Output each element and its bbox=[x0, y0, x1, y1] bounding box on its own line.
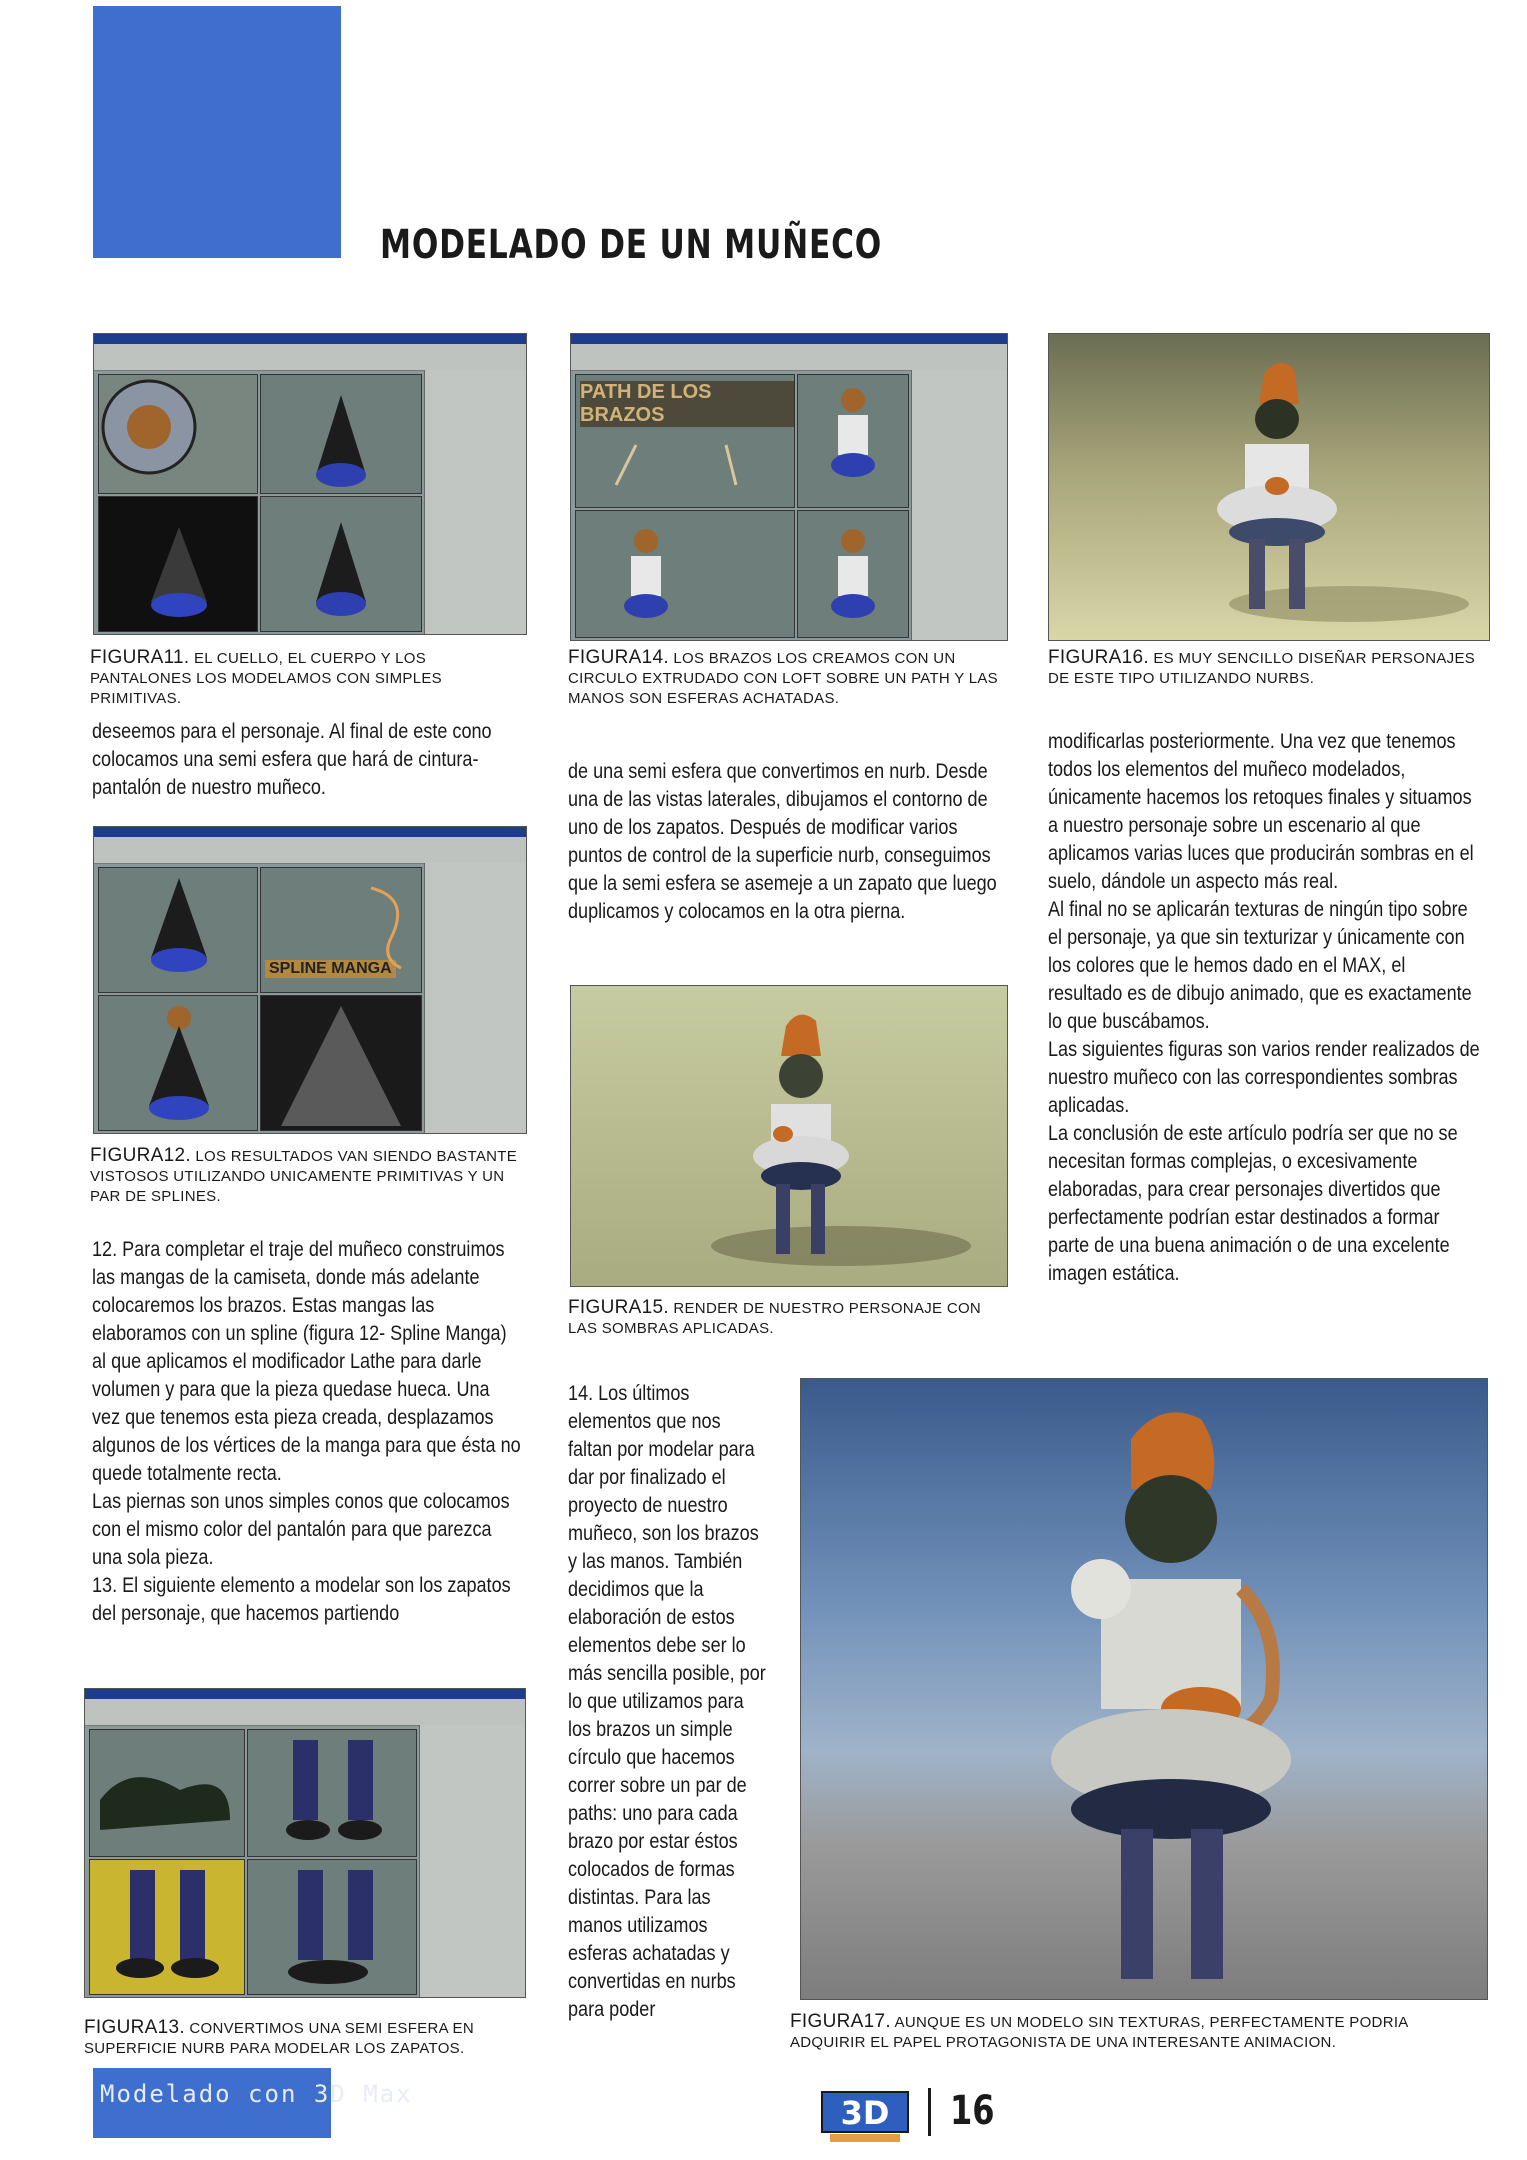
viewport-bottom-left bbox=[89, 1859, 245, 1995]
puppet-shape bbox=[99, 996, 257, 1130]
figure-16-image bbox=[1048, 333, 1490, 641]
character-render bbox=[801, 1379, 1487, 1999]
figure-15-image bbox=[570, 985, 1008, 1287]
legs-shape bbox=[248, 1860, 416, 1994]
character-render bbox=[571, 986, 1007, 1286]
cone-shape bbox=[261, 497, 421, 631]
figure-13-caption: FIGURA13. CONVERTIMOS UNA SEMI ESFERA EN SUPERFICIE NURB PARA MODELAR LOS ZAPATOS. bbox=[84, 2017, 474, 2057]
viewport-bottom-left bbox=[575, 510, 795, 638]
viewport-top-left bbox=[98, 374, 258, 494]
figure-11-caption: FIGURA11. EL CUELLO, EL CUERPO Y LOS PANTALONES LOS MODELAMOS CON SIMPLES PRIMITIVAS. bbox=[90, 647, 442, 707]
figure-14-image bbox=[570, 333, 1008, 641]
character-render bbox=[1049, 334, 1489, 640]
viewport-top-left bbox=[98, 867, 258, 993]
toolbar bbox=[571, 344, 1007, 371]
viewport-top-right bbox=[247, 1729, 417, 1857]
viewport-top-left bbox=[575, 374, 795, 508]
magazine-logo bbox=[820, 2088, 912, 2144]
puppet-shape bbox=[576, 511, 794, 637]
legs-shape bbox=[90, 1860, 244, 1994]
viewport-top-left bbox=[89, 1729, 245, 1857]
column-1-paragraph-b: 12. Para completar el traje del muñeco construimos las mangas de la camiseta, donde más adelante colocaremos los brazos. Estas mangas las elaboramos con un spline (figura 12- Spline Manga) al que aplicamos el modificador Lathe para darle volumen y para que la pieza quedase hueca. Una vez que tenemos esta pieza creada, desplazamos algunos de los vértices de la manga para que ésta no quede totalmente recta. Las piernas son unos simples conos que colocamos con el mismo color del pantalón para que parezca una sola pieza. 13. El siguiente elemento a modelar son los zapatos del personaje, que hacemos partiendo bbox=[92, 1238, 521, 1625]
figure-12-caption: FIGURA12. LOS RESULTADOS VAN SIENDO BASTANTE VISTOSOS UTILIZANDO UNICAMENTE PRIMITIVAS Y UN PAR DE SPLINES. bbox=[90, 1145, 518, 1205]
shoe-shape bbox=[90, 1730, 244, 1856]
viewport-bottom-left bbox=[98, 496, 258, 632]
column-3-text: modificarlas posteriormente. Una vez que tenemos todos los elementos del muñeco modelados, únicamente hacemos los retoques finales y situamos a nuestro personaje sobre un escenario al que aplicamos varias luces que producirán sombras en el suelo, dándole un aspecto más real. Al final no se aplicarán texturas de ningún tipo sobre el personaje, ya que sin texturizar y únicamente con los colores que le hemos dado en el MAX, el resultado es de dibujo animado, que es exactamente lo que buscábamos. Las siguientes figuras son varios render realizados de nuestro muñeco con las correspondientes sombras aplicadas. La conclusión de este artículo podría ser que no se necesitan formas complejas, o excesivamente elaboradas, para crear personajes divertidos que perfectamente podrían estar destinados a formar parte de una buena animación o de una excelente imagen estática. bbox=[1048, 730, 1480, 1285]
column-1-paragraph-a: deseemos para el personaje. Al final de este cono colocamos una semi esfera que hará de cintura-pantalón de nuestro muñeco. bbox=[92, 720, 492, 799]
figure-17-image bbox=[800, 1378, 1488, 2000]
cone-shape bbox=[261, 996, 421, 1130]
svg-text:3D: 3D bbox=[840, 2094, 890, 2132]
header-color-block bbox=[93, 6, 341, 258]
legs-shape bbox=[248, 1730, 416, 1856]
page-number: 16 bbox=[950, 2088, 995, 2134]
page-title: MODELADO DE UN MUÑECO bbox=[380, 222, 883, 268]
viewport-bottom-right bbox=[260, 995, 422, 1131]
viewport-bottom-right bbox=[260, 496, 422, 632]
window-titlebar bbox=[94, 827, 526, 837]
viewport-top-right bbox=[797, 374, 909, 508]
path-label: PATH DE LOS BRAZOS bbox=[580, 381, 794, 427]
figure-16-caption: FIGURA16. ES MUY SENCILLO DISEÑAR PERSONAJES DE ESTE TIPO UTILIZANDO NURBS. bbox=[1048, 647, 1476, 687]
command-panel bbox=[911, 370, 1008, 640]
viewport-bottom-left bbox=[98, 995, 258, 1131]
figure-15-caption: FIGURA15. RENDER DE NUESTRO PERSONAJE CON LAS SOMBRAS APLICADAS. bbox=[568, 1297, 982, 1337]
footer-section-label: Modelado con 3D Max bbox=[100, 2080, 413, 2108]
window-titlebar bbox=[85, 1689, 525, 1699]
figure-13-image bbox=[84, 1688, 526, 1998]
puppet-shape bbox=[798, 375, 908, 507]
spline-label: SPLINE MANGA bbox=[265, 960, 396, 978]
path-curves bbox=[576, 375, 794, 507]
puppet-shape bbox=[798, 511, 908, 637]
spline-curve bbox=[261, 868, 421, 992]
figure-12-image bbox=[93, 826, 527, 1134]
viewport-bottom-right bbox=[797, 510, 909, 638]
toolbar bbox=[85, 1699, 525, 1726]
figure-14-caption: FIGURA14. LOS BRAZOS LOS CREAMOS CON UN CIRCULO EXTRUDADO CON LOFT SOBRE UN PATH Y LAS MANOS SON ESFERAS ACHATADAS. bbox=[568, 647, 998, 707]
page-number-divider bbox=[928, 2088, 931, 2136]
cone-shape bbox=[261, 375, 421, 493]
magazine-logo-icon bbox=[820, 2088, 912, 2144]
window-titlebar bbox=[94, 334, 526, 344]
viewport-top-right bbox=[260, 867, 422, 993]
viewport-bottom-right bbox=[247, 1859, 417, 1995]
command-panel bbox=[424, 370, 527, 634]
command-panel bbox=[424, 863, 527, 1133]
cone-shape bbox=[99, 868, 257, 992]
toolbar bbox=[94, 344, 526, 371]
cone-shape bbox=[99, 497, 257, 631]
viewport-top-right bbox=[260, 374, 422, 494]
figure-11-image bbox=[93, 333, 527, 635]
disc-shape bbox=[99, 375, 257, 493]
column-2-paragraph-a: de una semi esfera que convertimos en nurb. Desde una de las vistas laterales, dibujamos el contorno de uno de los zapatos. Después de modificar varios puntos de control de la superficie nurb, conseguimos que la semi esfera se asemeje a un zapato que luego duplicamos y colocamos en la otra pierna. bbox=[568, 760, 997, 923]
command-panel bbox=[419, 1725, 526, 1997]
toolbar bbox=[94, 837, 526, 864]
window-titlebar bbox=[571, 334, 1007, 344]
figure-17-caption: FIGURA17. AUNQUE ES UN MODELO SIN TEXTURAS, PERFECTAMENTE PODRIA ADQUIRIR EL PAPEL PROTAGONISTA DE UNA INTERESANTE ANIMACION. bbox=[790, 2011, 1408, 2051]
column-2-paragraph-b: 14. Los últimos elementos que nos faltan por modelar para dar por finalizado el proyecto de nuestro muñeco, son los brazos y las manos. También decidimos que la elaboración de estos elementos debe ser lo más sencilla posible, por lo que utilizamos para los brazos un simple círculo que hacemos correr sobre un par de paths: uno para cada brazo por estar éstos colocados de formas distintas. Para las manos utilizamos esferas achatadas y convertidas en nurbs para poder bbox=[568, 1382, 766, 2021]
